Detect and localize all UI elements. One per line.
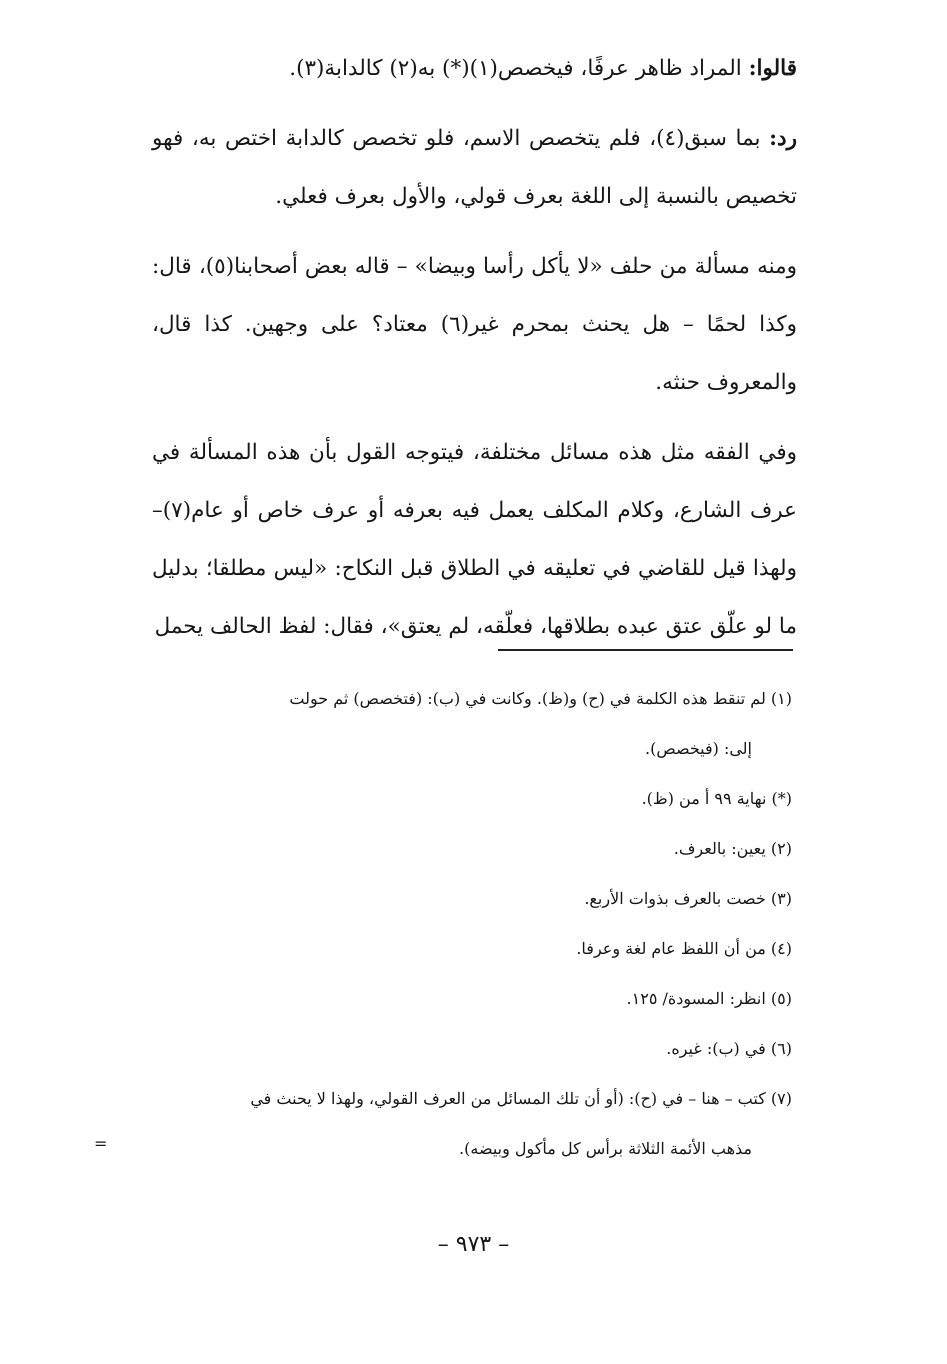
footnote-4: (٤) من أن اللفظ عام لغة وعرفا. (576, 939, 792, 958)
paragraph-2-lead: رد: (769, 126, 797, 151)
footnote-1: (١) لم تنقط هذه الكلمة في (ح) و(ظ). وكانت في (ب): (فتخصص) ثم حولت (289, 689, 792, 708)
paragraph-1 (152, 40, 797, 98)
footnote-1-continuation: إلى: (فيخصص). (645, 739, 752, 758)
footnote-5: (٥) انظر: المسودة/ ١٢٥. (626, 989, 792, 1008)
footnote-7-continuation: مذهب الأئمة الثلاثة برأس كل مأكول وبيضه). (459, 1139, 752, 1158)
footnote-star: (*) نهاية ٩٩ أ من (ظ). (641, 789, 792, 808)
paragraph-3: ومنه مسألة من حلف «لا يأكل رأسا وبيضا» – قاله بعض أصحابنا(٥)، قال: وكذا لحمًا – هل يحنث بمحرم غير(٦) معتاد؟ على وجهين. كذا قال، والمعروف حنثه. (152, 254, 798, 395)
continuation-mark: = (94, 1134, 108, 1153)
footnote-2: (٢) يعين: بالعرف. (673, 839, 792, 858)
paragraph-1-text: المراد ظاهر عرفًا، فيخصص(١)(*) به(٢) كالدابة(٣). (289, 56, 749, 81)
footnote-7: (٧) كتب – هنا – في (ح): (أو أن تلك المسائل من العرف القولي، ولهذا لا يحنث في (250, 1089, 792, 1108)
footnote-3: (٣) خصت بالعرف بذوات الأربع. (584, 889, 792, 908)
paragraph-4: وفي الفقه مثل هذه مسائل مختلفة، فيتوجه القول بأن هذه المسألة في عرف الشارع، وكلام المكلف يعمل فيه بعرفه أو عرف خاص أو عام(٧)– ولهذا قيل للقاضي في تعليقه في الطلاق قبل النكاح: «ليس مطلقا؛ بدليل ما لو علّق عتق عبده بطلاقها، فعلّقه، لم يعتق»، فقال: لفظ الحالف يحمل (152, 440, 797, 639)
paragraph-1-lead: قالوا: (748, 56, 797, 81)
footnote-separator (498, 649, 793, 651)
footnote-6: (٦) في (ب): غيره. (666, 1039, 792, 1058)
main-text (152, 40, 797, 656)
page-number: – ٩٧٣ – (437, 1232, 510, 1257)
paragraph-2 (152, 110, 797, 226)
paragraph-2-text: بما سبق(٤)، فلم يتخصص الاسم، فلو تخصص كالدابة اختص به، فهو تخصيص بالنسبة إلى اللغة بعرف قولي، والأول بعرف فعلي. (152, 126, 797, 209)
footnotes (77, 674, 792, 1174)
